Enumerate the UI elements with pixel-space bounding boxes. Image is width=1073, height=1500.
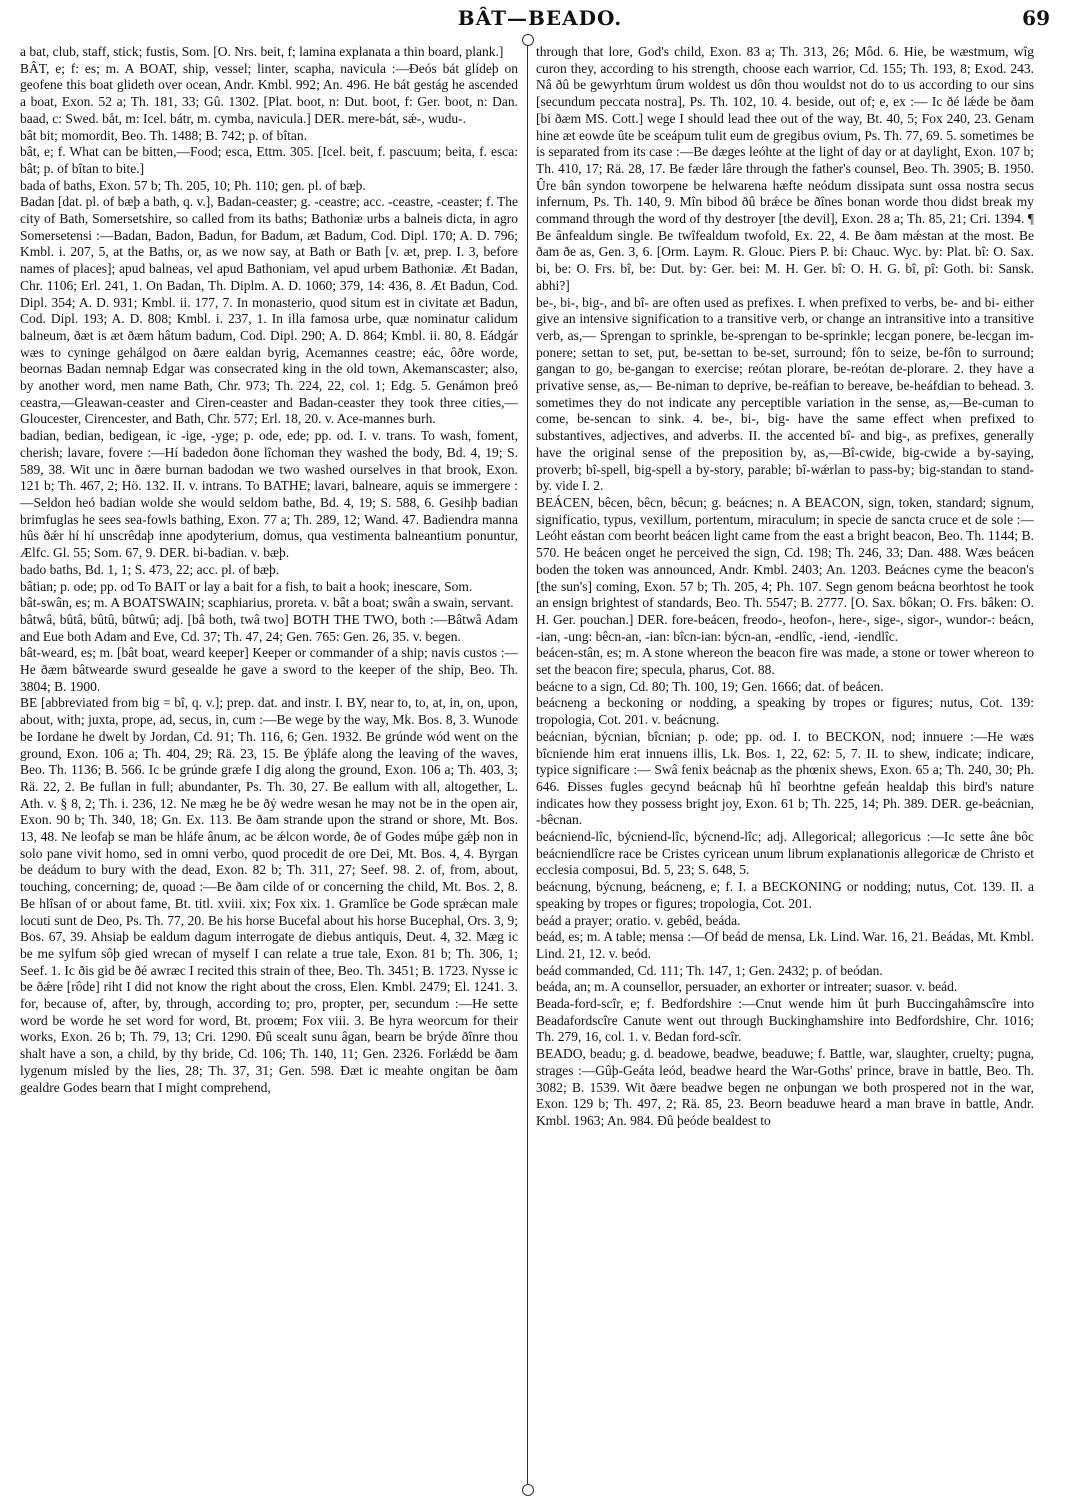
dictionary-entry: bât, e; f. What can be bitten,—Food; esca, Ettm. 305. [Icel. beit, f. pascuum; beita, f. esca: bât; p. of bîtan to bite.] (20, 144, 518, 176)
dictionary-entry: Badan [dat. pl. of bæþ a bath, q. v.], Badan-ceaster; g. -ceastre; acc. -ceastre, -ceaster; f. The city of Bath, Somersetshire, so called from its baths; Bathoniæ urbs a balneis dicta, in agro Somersetensi :—Badan, Badon, Badun, for Badum, æt Badum, Cod. Dipl. 170; A. D. 796; Kmbl. i. 207, 5, at the Baths, or, as we now say, at Bath or Bath [v. æt, prep. I. 3, before names of places]; apud balneas, vel apud Bathoniam, vel apud urbem Bathoniæ. Æt Badan, Chr. 1106; Erl. 241, 1. On Badan, Th. Diplm. A. D. 1060; 379, 14: 436, 8. Æt Badun, Cod. Dipl. 354; A. D. 931; Kmbl. ii. 177, 7. In monasterio, quod situm est in civitate æt Badun, Cod. Dipl. 193; A. D. 808; Kmbl. i. 237, 1. In illa famosa urbe, quæ nominatur calidum balneum, ðæt is æt ðæm hâtum badum, Cod. Dipl. 290; A. D. 864; Kmbl. ii. 80, 8. Eádgár wæs to cyninge gehálgod on ðære ealdan byrig, Acemannes ceastre; eác, ôðre worde, beornas Badan nemnaþ Edgar was consecrated king in the old town, Akemanscaster; also, by another word, men name Bath, Chr. 973; Th. 224, 22, col. 1; Edg. 5. Genámon þreó ceastra,—Gleawan-ceaster and Ciren-ceaster and Badan-ceaster they took three cities,—Gloucester, Cirencester, and Bath, Chr. 577; Erl. 18, 20. v. Ace-mannes burh. (20, 194, 518, 427)
dictionary-entry: BEADO, beadu; g. d. beadowe, beadwe, beaduwe; f. Battle, war, slaughter, cruelty; pugna, strages :—Gûþ-Geáta leód, beadwe heard the War-Goths' prince, brave in battle, Beo. Th. 3082; B. 1539. Wit ðære beadwe begen ne onþungan we both prospered not in the war, Exon. 129 b; Th. 497, 2; Rä. 85, 23. Beorn beaduwe heard a man brave in battle, Andr. Kmbl. 1963; An. 984. Ðû þeóde bealdest to (536, 1046, 1034, 1128)
dictionary-entry: beácnian, býcnian, bîcnian; p. ode; pp. od. I. to BECKON, nod; innuere :—He wæs bîcniende him erat innuens illis, Lk. Bos. 1, 22, 62: 5, 7. II. to shew, indicate; indicare, typice significare :— Swâ fenix beácnaþ as the phœnix shews, Exon. 65 a; Th. 240, 30; Ph. 646. Ðisses fugles gecynd beácnaþ hû hî beorhtne gefeán healdaþ this bird's nature indicates how they possess bright joy, Exon. 61 b; Th. 225, 14; Ph. 389. DER. ge-beácnian, -bêcnan. (536, 728, 1034, 828)
dictionary-entry: a bat, club, staff, stick; fustis, Som. [O. Nrs. beit, f; lamina explanata a thin board, plank.] (20, 44, 504, 59)
dictionary-entry: beád a prayer; oratio. v. gebêd, beáda. (536, 912, 741, 928)
dictionary-entry: bada of baths, Exon. 57 b; Th. 205, 10; Ph. 110; gen. pl. of bæþ. (20, 177, 366, 193)
page-header (30, 6, 1050, 30)
dictionary-entry: Beada-ford-scîr, e; f. Bedfordshire :—Cnut wende him ût þurh Buccingahâmscîre into Beadafordscîre Canute went out through Buckinghamshire into Bedfordshire, Chr. 1016; Th. 279, 16, col. 1. v. Bedan ford-scîr. (536, 996, 1034, 1045)
dictionary-entry: bâtwâ, bûtâ, bûtû, bûtwû; adj. [bâ both, twâ two] BOTH THE TWO, both :—Bâtwâ Adam and Eue both Adam and Eve, Cd. 37; Th. 47, 24; Gen. 765: Gen. 26, 35. v. begen. (20, 611, 518, 644)
running-head: BÂT—BEADO. (457, 6, 623, 30)
left-column (20, 44, 518, 1492)
dictionary-entry: BEÁCEN, bêcen, bêcn, bêcun; g. beácnes; n. A BEACON, sign, token, standard; signum, significatio, typus, vexillum, portentum, miraculum; in specie de sancta cruce et de sole :—Leóht eástan com beorht beácen light came from the east a bright beacon, Beo. Th. 1144; B. 570. He beácen onget he perceived the sign, Cd. 198; Th. 246, 33; Dan. 488. Wæs beácen boden the token was announced, Andr. Kmbl. 2403; An. 1203. Beácnes cyme the beacon's [the sun's] coming, Exon. 57 b; Th. 205, 4; Ph. 107. Segn genom beácna beorhtost he took an ensign brightest of standards, Beo. Th. 5547; B. 2777. [O. Sax. bôkan; O. Frs. bâken: O. H. Ger. pouchan.] DER. fore-beácen, freodo-, heofon-, here-, sige-, sigor-, wundor-: beácn, -ian, -ung: bêcn-an, -ian: bîcn-ian: býcn-an, -endlîc, -iend, -iendlîc. (536, 494, 1034, 644)
page-number: 69 (1022, 6, 1050, 30)
dictionary-entry: bâtian; p. ode; pp. od To BAIT or lay a bait for a fish, to bait a hook; inescare, Som. (20, 578, 473, 594)
dictionary-entry: badian, bedian, bedigean, ic -ige, -yge; p. ode, ede; pp. od. I. v. trans. To wash, foment, cherish; lavare, fovere :—Hí badedon ðone lîchoman they washed the body, Bd. 4, 19; S. 589, 38. Wit unc in ðære burnan badodan we two washed ourselves in that brook, Exon. 121 b; Th. 467, 2; Hö. 132. II. v. intrans. To BATHE; lavari, balneare, aquis se immergere :—Seldon heó badian wolde she would seldom bathe, Bd. 4, 19; S. 588, 6. Gesihþ badian brimfuglas he sees sea-fowls bathing, Exon. 77 a; Th. 289, 12; Wand. 47. Badiendra manna hûs ðǽr hí hí unscrêdaþ inne apodyterium, domus, qua vestimenta balneantium ponuntur, Ælfc. Gl. 55; Som. 67, 9. DER. bi-badian. v. bæþ. (20, 428, 518, 561)
dictionary-entry: BE [abbreviated from big = bî, q. v.]; prep. dat. and instr. I. BY, near to, to, at, in, on, upon, about, with; juxta, prope, ad, secus, in, cum :—Be wege by the way, Mk. Bos. 8, 3. Wunode be Iordane he dwelt by Jordan, Cd. 91; Th. 116, 6; Gen. 1932. Be grúnde wód went on the ground, Exon. 106 a; Th. 404, 29; Rä. 23, 15. Be ýþláfe along the leaving of the waves, Beo. Th. 1136; B. 566. Ic be grúnde græfe I dig along the ground, Exon. 106 a; Th. 403, 3; Rä. 22, 2. Be fullan in full; abundanter, Ps. Th. 30, 27. Be eallum with all, altogether, L. Ath. v. § 8, 2; Th. i. 236, 12. Ne mæg he be ðý wedre wesan he may not be in the open air, Exon. 90 b; Th. 340, 18; Gn. Ex. 113. Be ðam strande upon the strand or shore, Mt. Bos. 13, 48. Ne leofaþ se man be hláfe ânum, ac be ǽlcon worde, ðe of Godes múþe gǽþ non in solo pane vivit homo, sed in omni verbo, quod procedit de ore Dei, Mt. Bos. 4, 4. Byrgan be deádum to bury with the dead, Exon. 82 b; Th. 311, 27; Seef. 98. 2. of, from, about, touching, concerning; de, quoad :—Be ðam cilde of or concerning the child, Mt. Bos. 2, 8. Be hlîsan of or about fame, Bt. titl. xviii. xix; Fox xix. 1. Gramlîce be Gode sprǽcan male locuti sunt de Deo, Ps. Th. 77, 20. Be his horse Bucefal about his horse Bucephal, Ors. 3, 9; Bos. 67, 39. Ahsiaþ be ealdum dagum interrogate de diebus antiquis, Deut. 4, 32. Mæg ic be me sylfum sôþ gied wrecan of myself I can relate a true tale, Exon. 81 b; Th. 306, 1; Seef. 1. Ic ðis gid be ðé awræc I recited this strain of thee, Beo. Th. 3451; B. 1723. Nysse ic be ðǽre [rôde] riht I did not know the right about the cross, Elen. Kmbl. 2479; El. 1241. 3. for, because of, after, by, through, according to; pro, propter, per, secundum :—He sette word be worde he set word for word, Bt. proœm; Fox viii. 3. Be hyra weorcum for their works, Exon. 26 b; Th. 79, 13; Cri. 1290. Ðû scealt sunu âgan, bearn be brýde ðînre thou shalt have a son, a child, by thy bride, Cd. 106; Th. 140, 11; Gen. 2326. Forlǽdd be ðam lygenum misled by the lies, 28; Th. 37, 31; Gen. 598. Ðæt ic meahte ongitan be ðam gealdre Godes bearn that I might comprehend, (20, 695, 518, 1095)
dictionary-entry: through that lore, God's child, Exon. 83 a; Th. 313, 26; Môd. 6. Hie, be wæstmum, wîg curon they, according to his strength, choose each warrior, Cd. 155; Th. 193, 8; Exod. 243. Nâ ðû be gewyrhtum ûrum woldest us dôn thou wouldst not do to us according to our sins [secundum peccata nostra], Ps. Th. 102, 10. 4. beside, out of; e, ex :— Ic ðé lǽde be ðam [bi ðæm MS. Cott.] wege I should lead thee out of the way, Bt. 40, 5; Fox 240, 23. Genam hine æt eowde ûte be sceápum tulit eum de gregibus ovium, Ps. Th. 77, 69. 5. sometimes be is separated from its case :—Be dæges leóhte at the light of day or at daylight, Exon. 107 b; Th. 410, 17; Rä. 28, 17. Be fæder lâre through the father's counsel, Beo. Th. 3905; B. 1950. Ûre bân syndon toworpene be helwarena hæfte neódum dissipata sunt ossa nostra secus infernum, Ps. Th. 140, 9. Mîn bibod ðû brǽce be ðînes bonan worde thou didst break my command through the word of thy destroyer [the devil], Exon. 28 a; Th. 85, 21; Cri. 1394. ¶ Be ânfealdum single. Be twîfealdum twofold, Ex. 22, 4. Be ðam mǽstan at the most. Be ðam ðe as, Gen. 3, 6. [Orm. Laym. R. Glouc. Piers P. bi: Chauc. Wyc. by: Plat. bî: O. Sax. bi, be: O. Frs. bî, be: Dut. by: Ger. bei: M. H. Ger. bî: O. H. G. bî, pî: Goth. bi: Sansk. abhi?] (536, 44, 1034, 293)
dictionary-entry: bât-swân, es; m. A BOATSWAIN; scaphiarius, proreta. v. bât a boat; swân a swain, servant. (20, 595, 514, 611)
right-column (536, 44, 1034, 1492)
dictionary-entry: be-, bi-, big-, and bî- are often used as prefixes. I. when prefixed to verbs, be- and bi- either give an intensive signification to a transitive verb, or change an intransitive into a transitive verb, as,— Sprengan to sprinkle, be-sprengan to be-sprinkle; lecgan ponere, be-lecgan im-ponere; settan to set, put, be-settan to be-set, surround; fôn to seize, be-fôn to surround; gangan to go, be-gangan to exercise; reótan plorare, be-reótan de-plorare. 2. they have a privative sense, as,— Be-niman to deprive, be-reáfian to bereave, be-heáfdian to behead. 3. sometimes they do not indicate any perceptible variation in the sense, as,—Be-cuman to come, be-sencan to sink. 4. be-, bi-, big- have the same effect when prefixed to substantives, adjectives, and adverbs. II. the accented bî- and big-, as prefixes, generally have the original sense of the preposition by, as,—Bî-cwide, big-cwide a by-saying, proverb; bî-spell, big-spell a by-story, parable; bî-wǽrlan to pass-by; big-standan to stand-by. vide I. 2. (536, 294, 1034, 494)
dictionary-entry: beácnung, býcnung, beácneng, e; f. I. a BECKONING or nodding; nutus, Cot. 139. II. a speaking by tropes or figures; tropologia, Cot. 201. (536, 879, 1034, 911)
column-divider (527, 40, 528, 1492)
dictionary-entry: bado baths, Bd. 1, 1; S. 473, 22; acc. pl. of bæþ. (20, 561, 280, 577)
dictionary-entry: beáda, an; m. A counsellor, persuader, an exhorter or intreater; suasor. v. beád. (536, 979, 958, 995)
dictionary-entry: beácneng a beckoning or nodding, a speaking by tropes or figures; nutus, Cot. 139: tropologia, Cot. 201. v. beácnung. (536, 695, 1034, 728)
dictionary-entry: beácen-stân, es; m. A stone whereon the beacon fire was made, a stone or tower whereon to set the beacon fire; specula, pharus, Cot. 88. (536, 645, 1034, 678)
dictionary-entry: bât-weard, es; m. [bât boat, weard keeper] Keeper or commander of a ship; navis custos :—He ðæm bâtwearde swurd gesealde he gave a sword to the keeper of the ship, Beo. Th. 3804; B. 1900. (20, 645, 518, 694)
dictionary-entry: bât bit; momordit, Beo. Th. 1488; B. 742; p. of bîtan. (20, 127, 307, 143)
dictionary-entry: BÂT, e; f: es; m. A BOAT, ship, vessel; linter, scapha, navicula :—Ðeós bát glídeþ on geofene this boat glideth over ocean, Andr. Kmbl. 992; An. 496. He bát gestág he ascended a boat, Exon. 52 a; Th. 181, 33; Gû. 1302. [Plat. boot, n: Dut. boot, f: Ger. boot, n: Dan. baad, c: Swed. båt, m: Icel. bátr, m. cymba, navicula.] DER. mere-bát, sǽ-, wudu-. (20, 60, 518, 126)
dictionary-entry: beád commanded, Cd. 111; Th. 147, 1; Gen. 2432; p. of beódan. (536, 962, 883, 978)
divider-ornament-top (522, 34, 534, 46)
dictionary-entry: beácne to a sign, Cd. 80; Th. 100, 19; Gen. 1666; dat. of beácen. (536, 678, 884, 694)
dictionary-entry: beád, es; m. A table; mensa :—Of beád de mensa, Lk. Lind. War. 16, 21. Beádas, Mt. Kmbl. Lind. 21, 12. v. beód. (536, 929, 1034, 961)
divider-ornament-bottom (522, 1484, 534, 1496)
dictionary-entry: beácniend-lîc, býcniend-lîc, býcnend-lîc; adj. Allegorical; allegoricus :—Ic sette âne bôc beácniendlîcre race be Cristes cyricean unum librum explanationis allegoricæ de Christo et ecclesia composui, Bd. 5, 23; S. 648, 5. (536, 829, 1034, 878)
